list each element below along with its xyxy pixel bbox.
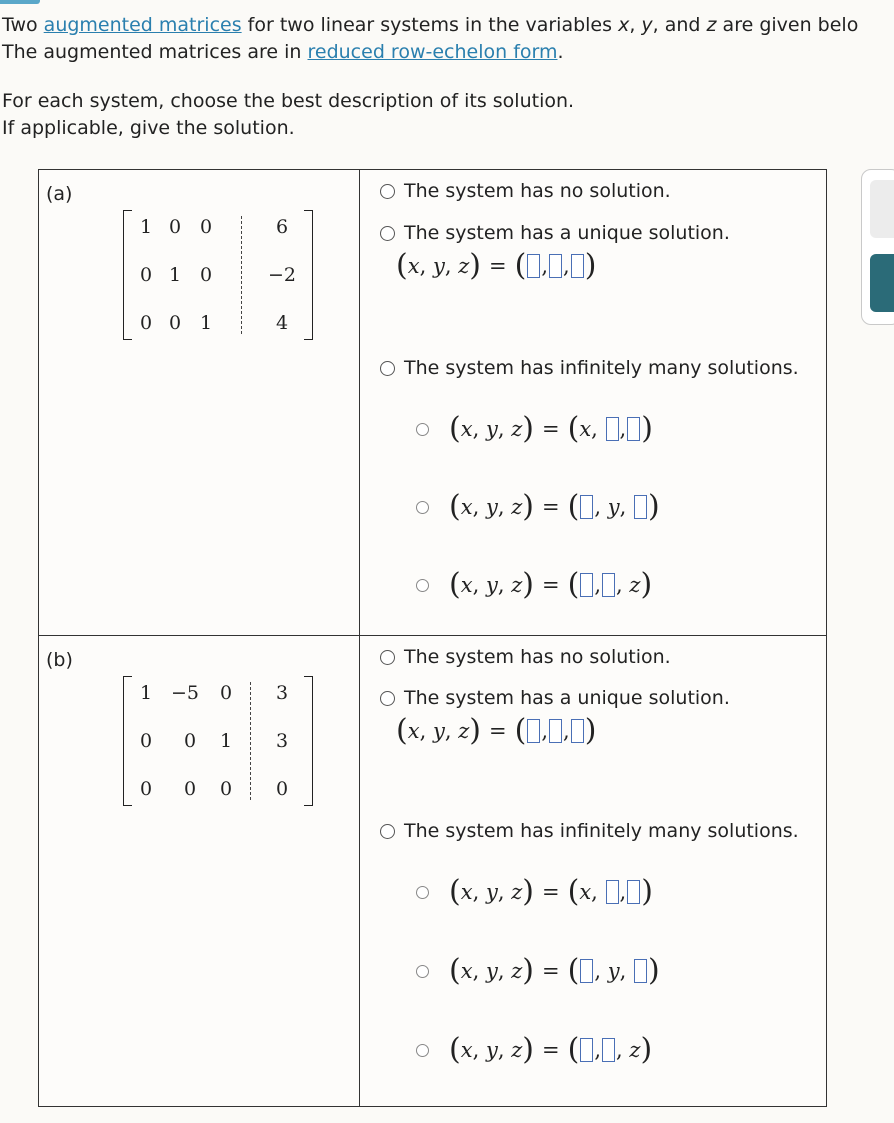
radio-button[interactable] <box>416 886 429 899</box>
matrix-entry: 0 <box>219 778 233 800</box>
x-input[interactable] <box>580 959 593 983</box>
matrix-entry: 0 <box>139 730 153 752</box>
radio-button[interactable] <box>416 501 429 514</box>
matrix-entry: 6 <box>275 216 289 238</box>
sub-option-y-free[interactable] <box>416 489 660 524</box>
matrix-entry: 0 <box>183 778 197 800</box>
y-input[interactable] <box>606 417 619 441</box>
side-tool-panel <box>861 169 894 325</box>
top-accent-bar <box>0 0 40 4</box>
matrix-entry: 0 <box>199 264 213 286</box>
matrix-entry: −5 <box>170 682 199 704</box>
intro-line-3: For each system, choose the best description of its solution. <box>2 90 575 112</box>
rref-link[interactable]: reduced row-echelon form <box>307 41 558 63</box>
matrix-entry: 0 <box>139 778 153 800</box>
check-button[interactable] <box>870 254 894 312</box>
z-input[interactable] <box>634 495 647 519</box>
matrix-entry: 0 <box>275 778 289 800</box>
y-free-expression: ( x , y , z ) = ( , y , ) <box>449 489 660 524</box>
z-free-expression: ( x , y , z ) = ( , , z ) <box>449 1032 653 1067</box>
option-unique-solution[interactable]: The system has a unique solution. <box>380 222 730 244</box>
matrix-right-bracket <box>304 210 313 340</box>
matrix-entry: 1 <box>139 216 153 238</box>
option-infinite-solutions[interactable]: The system has infinitely many solutions. <box>380 820 799 842</box>
part-label: (a) <box>46 183 73 205</box>
y-input[interactable] <box>602 573 615 597</box>
matrix-entry: 0 <box>168 216 182 238</box>
augmented-matrix <box>123 210 313 340</box>
matrix-entry: 1 <box>168 264 182 286</box>
x-input[interactable] <box>580 1038 593 1062</box>
matrix-entry: 3 <box>275 682 289 704</box>
augment-divider <box>250 682 251 800</box>
y-free-expression: ( x , y , z ) = ( , y , ) <box>449 953 660 988</box>
matrix-entry: 4 <box>275 312 289 334</box>
z-input[interactable] <box>571 254 584 278</box>
matrix-entry: 3 <box>275 730 289 752</box>
matrix-entry: 0 <box>139 264 153 286</box>
z-input[interactable] <box>634 959 647 983</box>
option-unique-solution[interactable]: The system has a unique solution. <box>380 687 730 709</box>
x-free-expression: ( x , y , z ) = ( x , , ) <box>449 874 653 909</box>
radio-button[interactable] <box>380 226 395 241</box>
x-input[interactable] <box>580 495 593 519</box>
matrix-entry: 0 <box>219 682 233 704</box>
z-free-expression: ( x , y , z ) = ( , , z ) <box>449 567 653 602</box>
x-input[interactable] <box>527 254 540 278</box>
option-infinite-solutions[interactable]: The system has infinitely many solutions. <box>380 357 799 379</box>
sub-option-y-free[interactable] <box>416 953 660 988</box>
matrix-right-bracket <box>304 676 313 806</box>
instructions <box>2 12 894 142</box>
matrix-entry: 1 <box>219 730 233 752</box>
radio-button[interactable] <box>416 1044 429 1057</box>
matrix-entry: 1 <box>139 682 153 704</box>
y-input[interactable] <box>606 880 619 904</box>
radio-button[interactable] <box>380 691 395 706</box>
radio-button[interactable] <box>416 965 429 978</box>
x-input[interactable] <box>527 719 540 743</box>
radio-button[interactable] <box>380 824 395 839</box>
radio-button[interactable] <box>416 423 429 436</box>
z-input[interactable] <box>571 719 584 743</box>
matrix-entry: 0 <box>183 730 197 752</box>
matrix-entry: 1 <box>199 312 213 334</box>
option-no-solution[interactable]: The system has no solution. <box>380 180 671 202</box>
sub-option-z-free[interactable] <box>416 1032 653 1067</box>
radio-button[interactable] <box>416 579 429 592</box>
intro-line-4: If applicable, give the solution. <box>2 117 295 139</box>
matrix-entry: 0 <box>139 312 153 334</box>
part-b-matrix-cell <box>39 636 360 1106</box>
sub-option-z-free[interactable] <box>416 567 653 602</box>
intro-line-2: The augmented matrices are in reduced row-echelon form. <box>2 41 564 63</box>
side-toggle-button[interactable] <box>870 180 894 238</box>
part-label: (b) <box>46 649 73 671</box>
augmented-matrices-link[interactable]: augmented matrices <box>43 14 242 36</box>
radio-button[interactable] <box>380 650 395 665</box>
matrix-entry: −2 <box>267 264 296 286</box>
sub-option-x-free[interactable] <box>416 411 653 446</box>
part-b-options <box>360 636 826 1106</box>
x-free-expression: ( x , y , z ) = ( x , , ) <box>449 411 653 446</box>
problem-table <box>38 169 827 1107</box>
z-input[interactable] <box>627 880 640 904</box>
part-b-row <box>39 636 826 1106</box>
sub-option-x-free[interactable] <box>416 874 653 909</box>
y-input[interactable] <box>549 254 562 278</box>
part-a-matrix-cell <box>39 170 360 635</box>
augment-divider <box>241 216 242 334</box>
x-input[interactable] <box>580 573 593 597</box>
augmented-matrix <box>123 676 313 806</box>
radio-button[interactable] <box>380 184 395 199</box>
y-input[interactable] <box>549 719 562 743</box>
unique-solution-expression: ( x , y , z ) = ( , , ) <box>396 248 597 283</box>
part-a-options <box>360 170 826 635</box>
option-no-solution[interactable]: The system has no solution. <box>380 646 671 668</box>
z-input[interactable] <box>627 417 640 441</box>
part-a-row <box>39 170 826 636</box>
radio-button[interactable] <box>380 361 395 376</box>
unique-solution-expression: ( x , y , z ) = ( , , ) <box>396 713 597 748</box>
matrix-entry: 0 <box>199 216 213 238</box>
y-input[interactable] <box>602 1038 615 1062</box>
matrix-entry: 0 <box>168 312 182 334</box>
intro-line-1: Two augmented matrices for two linear systems in the variables x, y, and z are given belo <box>2 14 859 36</box>
